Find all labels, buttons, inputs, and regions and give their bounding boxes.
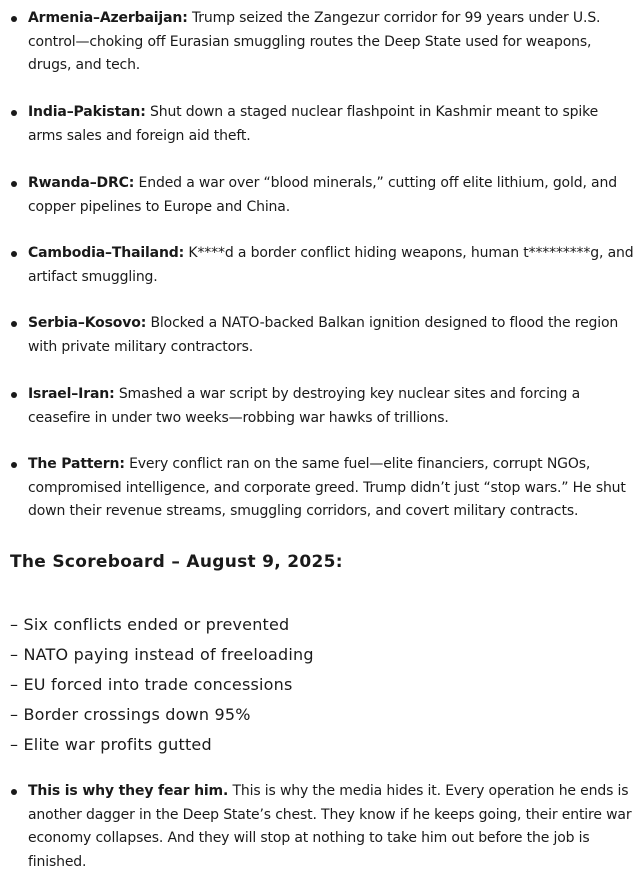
closing-paragraph [28,780,634,874]
scoreboard-line: – NATO paying instead of freeloading [10,645,314,664]
item-text: Smashed a war script by destroying key nuclear sites and forcing a ceasefire in under two weeks—robbing war hawks of trillions. [28,386,580,426]
item-text: Every conflict ran on the same fuel—elite financiers, corrupt NGOs, compromised intelligence, and corporate greed. Trump didn’t just “stop wars.” He shut down their revenue streams, smuggling corridors, and covert military contracts. [28,456,626,519]
item-text: Trump seized the Zangezur corridor for 99 years under U.S. control—choking off Eurasian smuggling routes the Deep State used for weapons, drugs, and tech. [28,10,601,73]
list-item [28,172,634,219]
item-label: Israel–Iran: [28,386,115,402]
bullet-icon [11,321,17,327]
scoreboard-line: – Elite war profits gutted [10,735,212,754]
item-text: Shut down a staged nuclear flashpoint in Kashmir meant to spike arms sales and foreign aid theft. [28,104,599,144]
scoreboard-list [10,610,314,760]
item-label: Cambodia–Thailand: [28,245,185,261]
item-label: Serbia–Kosovo: [28,315,147,331]
list-item [28,453,634,524]
scoreboard-heading: The Scoreboard – August 9, 2025: [10,552,343,572]
bullet-icon [11,789,17,795]
bullet-icon [11,392,17,398]
list-item [28,7,634,78]
bullet-icon [11,181,17,187]
list-item [28,383,634,430]
item-text: Blocked a NATO-backed Balkan ignition designed to flood the region with private military contractors. [28,315,619,355]
list-item [28,312,634,359]
item-text: K****d a border conflict hiding weapons, human t*********g, and artifact smuggling. [28,245,634,285]
list-item [28,242,634,289]
list-item [28,101,634,148]
bullet-icon [11,16,17,22]
item-text: Ended a war over “blood minerals,” cutting off elite lithium, gold, and copper pipelines to Europe and China. [28,175,617,215]
bullet-icon [11,462,17,468]
scoreboard-line: – Border crossings down 95% [10,705,251,724]
item-label: The Pattern: [28,456,125,472]
scoreboard-line: – Six conflicts ended or prevented [10,615,290,634]
closing-label: This is why they fear him. [28,783,229,799]
item-label: India–Pakistan: [28,104,146,120]
closing-text: This is why the media hides it. Every operation he ends is another dagger in the Deep State’s chest. They know if he keeps going, their entire war economy collapses. And they will stop at nothing to take him out before the job is finished. [28,783,632,870]
scoreboard-line: – EU forced into trade concessions [10,675,293,694]
bullet-icon [11,110,17,116]
item-label: Rwanda–DRC: [28,175,135,191]
bullet-icon [11,251,17,257]
item-label: Armenia–Azerbaijan: [28,10,188,26]
